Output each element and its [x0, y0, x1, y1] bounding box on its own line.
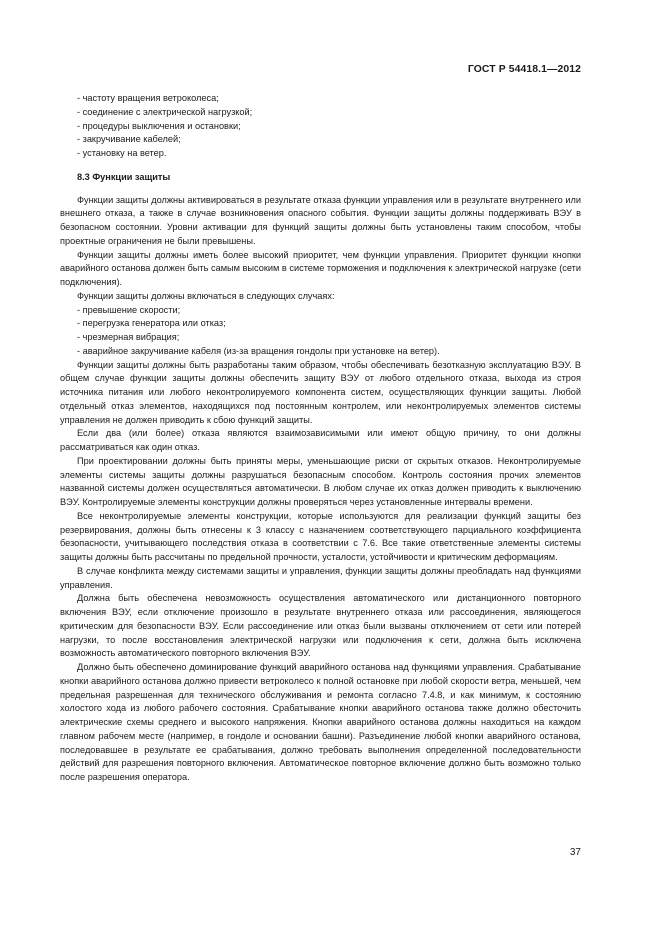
paragraph: Если два (или более) отказа являются взаимозависимыми или имеют общую причину, то они должны рассматриваться как один отказ.: [60, 428, 581, 452]
paragraph: Функции защиты должны включаться в следующих случаях:: [77, 290, 335, 301]
list-item: - перегрузка генератора или отказ;: [77, 318, 226, 329]
paragraph: Функции защиты должны активироваться в результате отказа функции управления или в результате внутреннего или внешнего отказа, а также в случае возникновения опасного события. Функции защиты должны поддерживать ВЭУ в безопасном состоянии. Уровни активации для функций защиты должны быть установлены таким способом, чтобы проектные ограничения не были превышены.: [60, 194, 581, 246]
page-body: [60, 92, 581, 785]
list-item: - частоту вращения ветроколеса;: [77, 93, 219, 103]
paragraph: При проектировании должны быть приняты меры, уменьшающие риски от скрытых отказов. Неконтролируемые элементы системы защиты должны разрушаться безопасным способом. Контроль состояния прочих элементов названной системы должен осуществляться автоматически. В любом случае их отказ должен приводить к выключению ВЭУ. Контролируемые элементы конструкции должны проверяться через установленные интервалы времени.: [60, 455, 581, 507]
list-item: - чрезмерная вибрация;: [77, 332, 180, 342]
list-item: - закручивание кабелей;: [77, 134, 181, 145]
list-item: - установку на ветер.: [77, 148, 167, 158]
page-number: 37: [569, 847, 581, 858]
paragraph: Должно быть обеспечено доминирование функций аварийного останова над функциями управления. Срабатывание кнопки аварийного останова должно привести ветроколесо к полной остановке при любой скорости ветра, меньшей, чем предельная разрешенная для технического обслуживания и ремонта согласно 7.4.8, и как минимум, к состоянию холостого хода из любого рабочего состояния. Срабатывание кнопки аварийного останова также должно обесточить электрические схемы среднего и высокого напряжения. Кнопки аварийного останова должны находиться на каждом главном рабочем месте (например, в гондоле и основании башни). Разъединение любой кнопки аварийного останова, последовавшее в результате ее срабатывания, должно требовать выполнения определенной последовательности действий для разрешения повторного включения. Автоматическое повторное включение должно быть возможно только после разрешения оператора.: [60, 662, 581, 782]
paragraph: Функции защиты должны быть разработаны таким образом, чтобы обеспечивать безотказную эксплуатацию ВЭУ. В общем случае функции защиты должны обеспечить защиту ВЭУ от любого отдельного отказа, выхода из строя источника питания или любого неконтролируемого компонента систем, осуществляющих функции защиты. Любой отдельный отказ элементов, находящихся под постоянным контролем, или неконтролируемых элементов системы управления не должен приводить к сбою функций защиты.: [60, 359, 581, 425]
document-standard-number: ГОСТ Р 54418.1—2012: [467, 64, 581, 75]
list-item: - процедуры выключения и остановки;: [77, 120, 241, 131]
section-heading: 8.3 Функции защиты: [77, 171, 171, 182]
list-item: - превышение скорости;: [77, 304, 181, 315]
list-item: - соединение с электрической нагрузкой;: [77, 106, 253, 117]
paragraph: Все неконтролируемые элементы конструкции, которые используются для реализации функций защиты без резервирования, должны быть отнесены к 3 классу с назначением соответствующего парциального коэффициента безопасности, учитывающего последствия отказа в соответствии с 7.6. Все такие ответственные элементы системы защиты должны быть рассчитаны по предельной прочности, усталости, устойчивости и критическим деформациям.: [60, 510, 581, 562]
paragraph: Функции защиты должны иметь более высокий приоритет, чем функции управления. Приоритет функции кнопки аварийного останова должен быть самым высоким в системе торможения и подключения к электрической нагрузке (сети подключения).: [60, 249, 581, 287]
list-item: - аварийное закручивание кабеля (из-за вращения гондолы при установке на ветер).: [77, 345, 440, 356]
paragraph: В случае конфликта между системами защиты и управления, функции защиты должны преобладать над функциями управления.: [60, 565, 581, 590]
paragraph: Должна быть обеспечена невозможность осуществления автоматического или дистанционного повторного включения ВЭУ, если отключение произошло в результате внутреннего отказа или рассоединения, являющегося критическим для безопасности ВЭУ. Если рассоединение или отказ были вызваны отключением от сети или потерей нагрузки, то после восстановления электрической нагрузки или подключения к сети, должна быть исключена возможность автоматического повторного включения ВЭУ.: [60, 593, 581, 659]
